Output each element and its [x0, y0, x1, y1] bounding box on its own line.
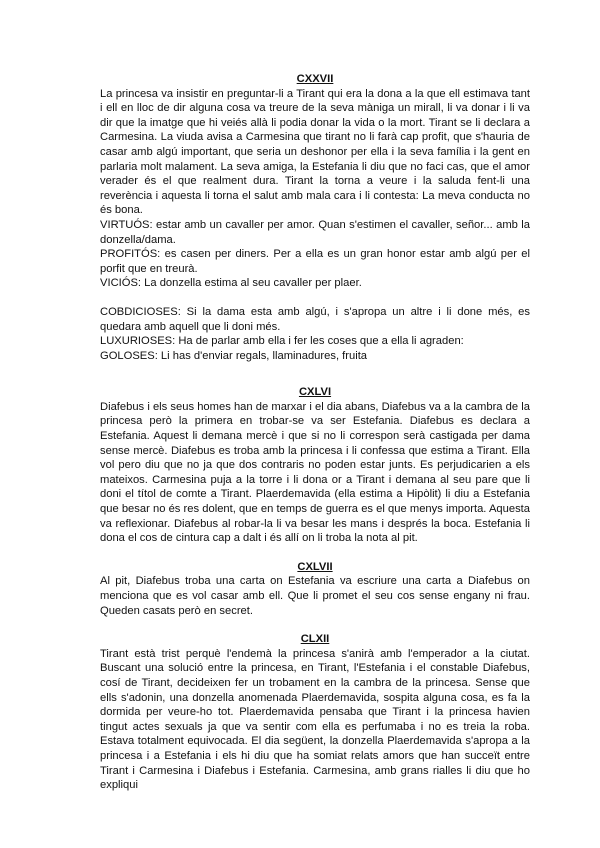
section-heading: CLXII: [300, 633, 330, 646]
section-paragraph: Diafebus i els seus homes han de marxar i el dia abans, Diafebus va a la cambra de la princesa però la primera en trobar-se va ser Estefania. Diafebus es declara a Estefania. Aquest li demana mercè i que si no li correspon serà castigada per dama sense mercè. Diafebus es troba amb la princesa i li confessa que estima a Tirant. Ella vol pero diu que no ja que dos contraris no poden estar junts. Es perjudicarien a els mateixos. Carmesina puja a la torre i li dona or a Tirant i demana al seu pare que li doni el títol de comte a Tirant. Plaerdemavida (ella estima a Hipòlit) li diu a Estefania que besar no és res dolent, que en temps de guerra es el que menys importa. Aquesta va reflexionar. Diafebus al robar-la li va besar les mans i després la boca. Estefania li dona el cos de cintura cap a dalt i és allí on li troba la nota al pit.: [100, 400, 530, 545]
section-paragraph: La princesa va insistir en preguntar-li a Tirant qui era la dona a la que ell estimava tant i ell en lloc de dir alguna cosa va treure de la seva màniga un mirall, li va donar i li va dir que la imatge que hi veiés allà li podia donar la vida o la mort. Tirant se li declara a Carmesina. La viuda avisa a Carmesina que tirant no li farà cap profit, que s'hauria de casar amb algú important, que seria un deshonor per ella i la seva família i la gent en parlaria molt malament. La seva amiga, la Estefania li diu que no faci cas, que el amor verader és el que realment dura. Tirant la torna a veure i la saluda fent-li una reverència i aquesta li torna el salut amb mala cara i li contesta: La meva conducta no és bona.: [100, 87, 530, 217]
section-heading: CXLVII: [297, 560, 333, 573]
definition-virtuos: VIRTUÓS: estar amb un cavaller per amor. Quan s'estimen el cavaller, señor... amb la donzella/dama.: [100, 218, 530, 246]
definition-cobdicioses: COBDICIOSES: Si la dama esta amb algú, i s'apropa un altre i li done més, es quedara amb aquell que li doni més.: [100, 305, 530, 333]
definition-vicios: VICIÓS: La donzella estima al seu cavaller per plaer.: [100, 277, 362, 290]
spacer: [100, 363, 530, 385]
definition-goloses: GOLOSES: Li has d'enviar regals, llaminadures, fruita: [100, 349, 368, 362]
section-paragraph: Tirant està trist perquè l'endemà la princesa s'anirà amb l'emperador a la ciutat. Buscant una solució entre la princesa, en Tirant, l'Estefania i el constable Diafebus, cosí de Tirant, decideixen fer un trobament en la cambra de la princesa. Sense que ells s'adonin, una donzella anomenada Plaerdemavida, sospita alguna cosa, es fa la dormida per veure-ho tot. Plaerdemavida pensaba que Tirant i la princesa havien tingut actes sexuals ja que va sentir com ella es perfumaba i no es treia la roba. Estava totalment equivocada. El dia següent, la donzella Plaerdemavida s'apropa a la princesa i a Estefania i els hi diu que ha somiat relats amors que han succeït entre Tirant i Carmesina i Diafebus i Estefania. Carmesina, amb grans rialles li diu que ho expliqui: [100, 647, 530, 792]
section-paragraph: Al pit, Diafebus troba una carta on Estefania va escriure una carta a Diafebus on menciona que es vol casar amb ell. Que li promet el seu cos sense engany ni frau. Queden casats però en secret.: [100, 575, 530, 617]
document-page: [100, 72, 530, 793]
section-heading: CXLVI: [298, 386, 332, 399]
spacer: [100, 618, 530, 632]
spacer: [100, 546, 530, 560]
definition-luxurioses: LUXURIOSES: Ha de parlar amb ella i fer les coses que a ella li agraden:: [100, 335, 464, 348]
definition-profitos: PROFITÓS: es casen per diners. Per a ella es un gran honor estar amb algú per el porfit que en treurà.: [100, 248, 530, 275]
spacer: [100, 291, 530, 305]
section-heading: CXXVII: [296, 73, 334, 85]
